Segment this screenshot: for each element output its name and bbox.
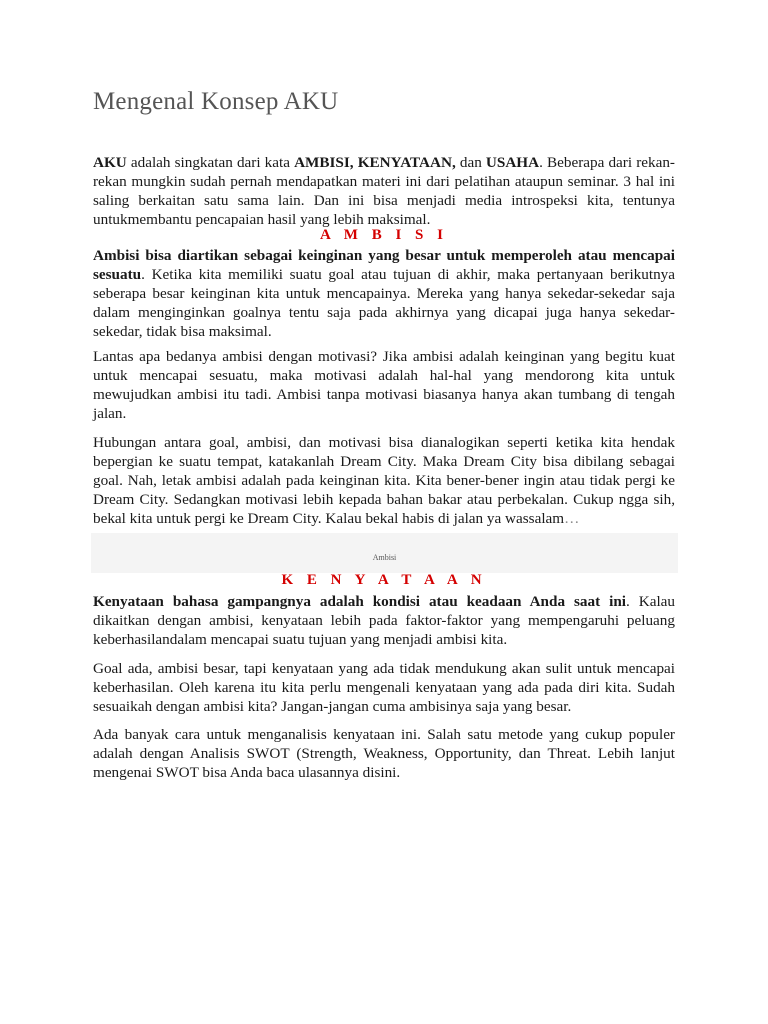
kenyataan-paragraph-1: [93, 592, 675, 649]
intro-text-2: dan: [455, 154, 486, 171]
ambisi-definition: Ambisi bisa diartikan sebagai keinginan yang besar untuk memperoleh atau mencapai sesuatu: [93, 247, 675, 283]
intro-text-3: . Beberapa dari rekan-rekan mungkin sudah pernah mendapatkan materi ini dari pelatihan ataupun seminar. 3 hal ini saling berkaitan satu sama lain. Dan ini bisa menjadi media introspeksi kita, tentunya untukmembantu pencapaian hasil yang lebih maksimal.: [93, 154, 675, 228]
figure-ambisi: [91, 533, 678, 573]
kenyataan-definition: Kenyataan bahasa gampangnya adalah kondisi atau keadaan Anda saat ini: [93, 593, 626, 610]
intro-aku: AKU: [93, 154, 127, 171]
ambisi-paragraph-1: [93, 246, 675, 341]
ambisi-paragraph-1-rest: . Ketika kita memiliki suatu goal atau tujuan di akhir, maka pertanyaan berikutnya seberapa besar keinginan kita untuk mencapainya. Mereka yang hanya sekedar-sekedar saja dalam menginginkan goalnya tentu saja pada akhirnya yang dicapai juga hanya sekedar-sekedar, tidak bisa maksimal.: [93, 266, 675, 340]
kenyataan-paragraph-1-rest: . Kalau dikaitkan dengan ambisi, kenyataan lebih pada faktor-faktor yang mempengaruhi peluang keberhasilandalam mencapai suatu tujuan yang menjadi ambisi kita.: [93, 593, 675, 648]
ambisi-paragraph-2: Lantas apa bedanya ambisi dengan motivasi? Jika ambisi adalah keinginan yang begitu kuat untuk mencapai sesuatu, maka motivasi adalah hal-hal yang mendorong kita untuk mewujudkan ambisi itu tadi. Ambisi tanpa motivasi biasanya hanya akan tumbang di tengah jalan.: [93, 348, 675, 422]
section-heading-kenyataan: K E N Y A T A A N: [281, 572, 487, 588]
section-heading-ambisi: A M B I S I: [320, 227, 448, 243]
page-title: Mengenal Konsep AKU: [93, 88, 339, 115]
kenyataan-paragraph-2: Goal ada, ambisi besar, tapi kenyataan yang ada tidak mendukung akan sulit untuk mencapai keberhasilan. Oleh karena itu kita perlu mengenali kenyataan yang ada pada diri kita. Sudah sesuaikah dengan ambisi kita? Jangan-jangan cuma ambisinya saja yang besar.: [93, 660, 675, 715]
kenyataan-paragraph-3: Ada banyak cara untuk menganalisis kenyataan ini. Salah satu metode yang cukup populer adalah dengan Analisis SWOT (Strength, Weakness, Opportunity, dan Threat. Lebih lanjut mengenai SWOT bisa Anda baca ulasannya disini.: [93, 726, 675, 781]
ambisi-paragraph-3-text: Hubungan antara goal, ambisi, dan motivasi bisa dianalogikan seperti ketika kita hendak bepergian ke suatu tempat, katakanlah Dream City. Maka Dream City bisa dibilang sebagai goal. Nah, letak ambisi adalah pada keinginan kita. Kita bener-bener ingin atau tidak pergi ke Dream City. Sedangkan motivasi lebih kepada bahan bakar atau perbekalan. Cukup ngga sih, bekal kita untuk pergi ke Dream City. Kalau bekal habis di jalan ya wassalam: [93, 434, 675, 527]
ellipsis: …: [564, 510, 580, 527]
intro-usaha: USAHA: [485, 154, 540, 171]
intro-text-1: adalah singkatan dari kata: [126, 154, 295, 171]
intro-ambisi: AMBISI,: [294, 154, 354, 171]
ambisi-paragraph-3: [93, 433, 675, 528]
intro-kenyataan: KENYATAAN,: [357, 154, 456, 171]
intro-paragraph: [93, 153, 675, 229]
figure-caption: Ambisi: [372, 553, 397, 562]
